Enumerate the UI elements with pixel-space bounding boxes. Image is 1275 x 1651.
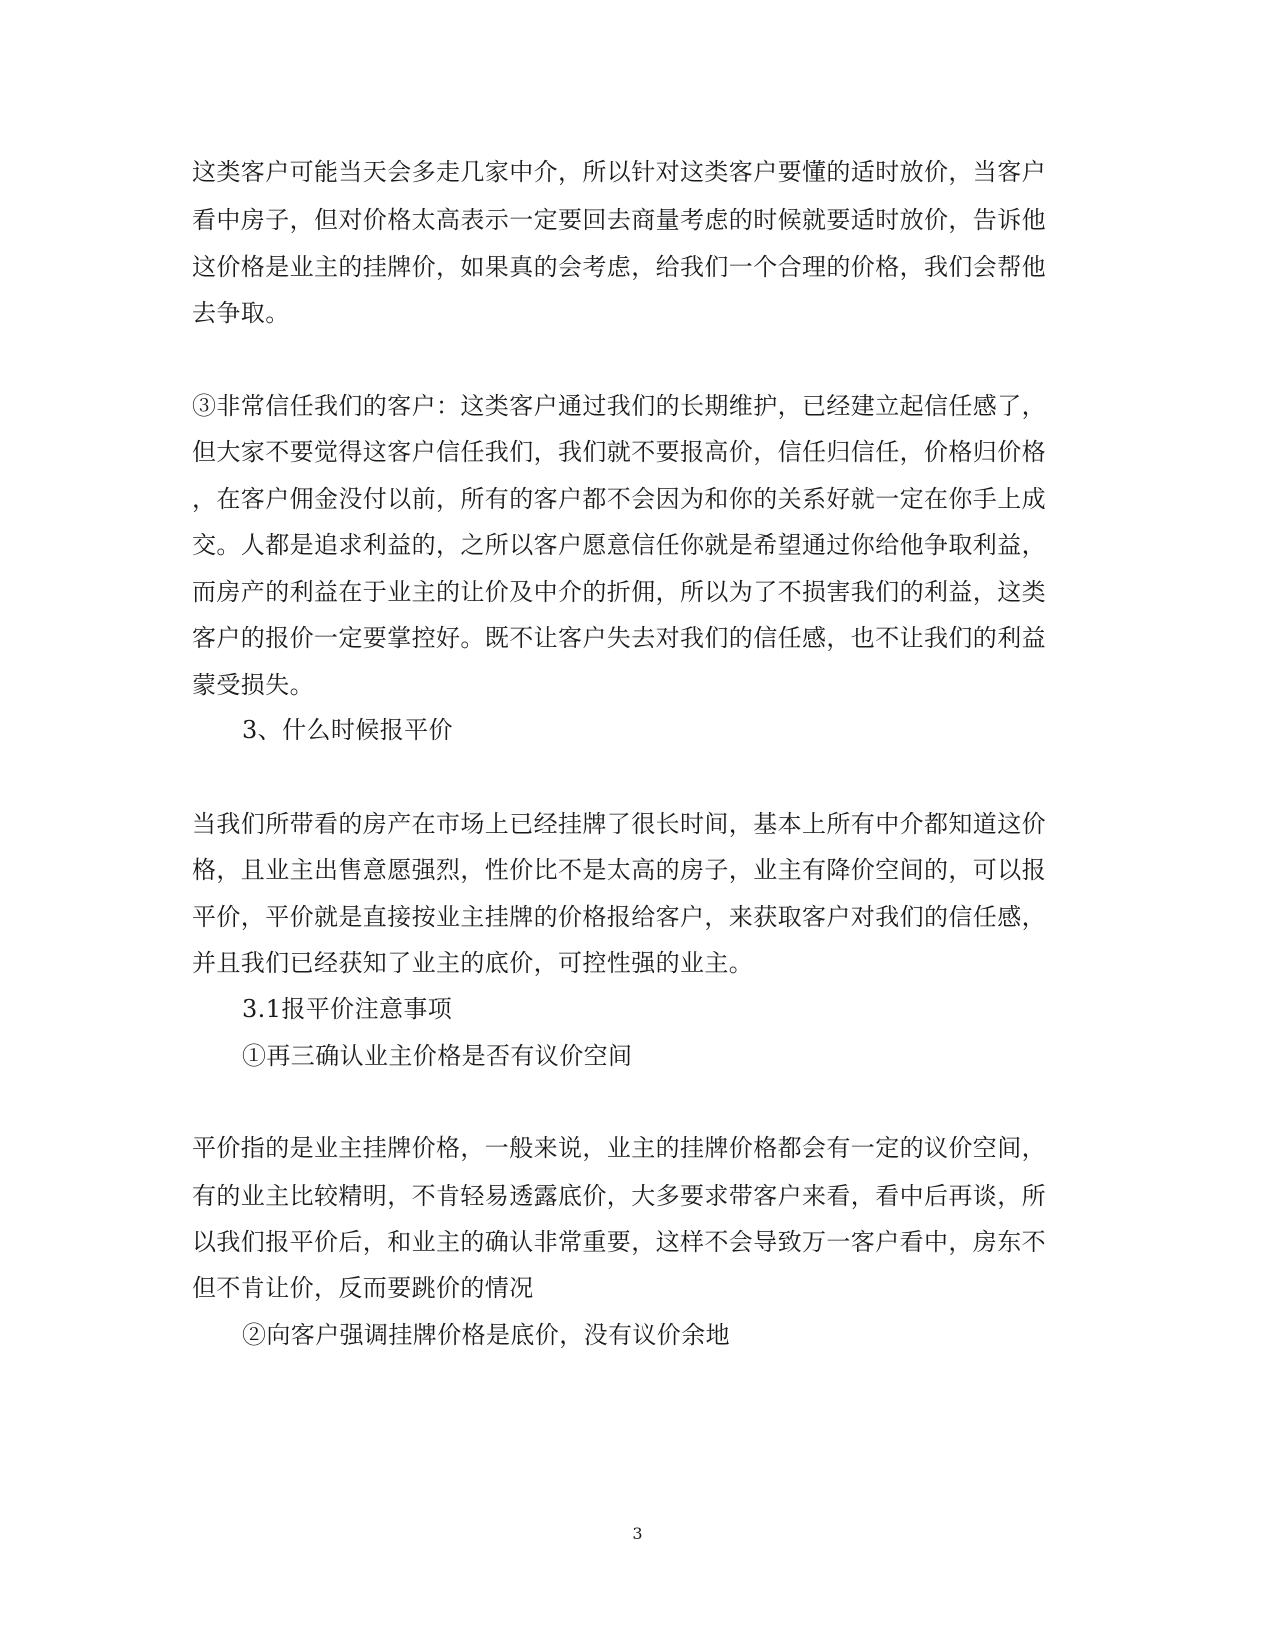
list-item-2: ②向客户强调挂牌价格是底价，没有议价余地 (242, 1321, 730, 1349)
list-item-1: ①再三确认业主价格是否有议价空间 (242, 1042, 633, 1070)
text-line: 交。人都是追求利益的，之所以客户愿意信任你就是希望通过你给他争取利益， (192, 531, 1046, 559)
text-line: 去争取。 (192, 299, 290, 327)
text-line: 客户的报价一定要掌控好。既不让客户失去对我们的信任感，也不让我们的利益 (192, 624, 1046, 652)
text-line: 但不肯让价，反而要跳价的情况 (192, 1274, 534, 1302)
text-line: 并且我们已经获知了业主的底价，可控性强的业主。 (192, 949, 754, 977)
subsection-heading-3-1: 3.1报平价注意事项 (242, 995, 453, 1023)
text-line: 格，且业主出售意愿强烈，性价比不是太高的房子，业主有降价空间的，可以报 (192, 856, 1046, 884)
text-line: 平价，平价就是直接按业主挂牌的价格报给客户，来获取客户对我们的信任感， (192, 903, 1046, 931)
text-line: ③非常信任我们的客户：这类客户通过我们的长期维护，已经建立起信任感了， (192, 392, 1046, 420)
text-line: 看中房子，但对价格太高表示一定要回去商量考虑的时候就要适时放价，告诉他 (192, 206, 1046, 234)
text-line: 以我们报平价后，和业主的确认非常重要，这样不会导致万一客户看中，房东不 (192, 1228, 1046, 1256)
text-line: 而房产的利益在于业主的让价及中介的折佣，所以为了不损害我们的利益，这类 (192, 578, 1046, 606)
text-line: 这类客户可能当天会多走几家中介，所以针对这类客户要懂的适时放价，当客户 (192, 158, 1046, 186)
text-line: 蒙受损失。 (192, 671, 314, 699)
text-line: 当我们所带看的房产在市场上已经挂牌了很长时间，基本上所有中介都知道这价 (192, 810, 1046, 838)
section-heading-3: 3、什么时候报平价 (242, 716, 453, 744)
text-line: ，在客户佣金没付以前，所有的客户都不会因为和你的关系好就一定在你手上成 (192, 485, 1046, 513)
text-line: 这价格是业主的挂牌价，如果真的会考虑，给我们一个合理的价格，我们会帮他 (192, 253, 1046, 281)
text-line: 但大家不要觉得这客户信任我们，我们就不要报高价，信任归信任，价格归价格 (192, 438, 1046, 466)
page-number: 3 (632, 1524, 643, 1543)
text-line: 平价指的是业主挂牌价格，一般来说，业主的挂牌价格都会有一定的议价空间， (192, 1134, 1046, 1162)
text-line: 有的业主比较精明，不肯轻易透露底价，大多要求带客户来看，看中后再谈，所 (192, 1182, 1046, 1210)
